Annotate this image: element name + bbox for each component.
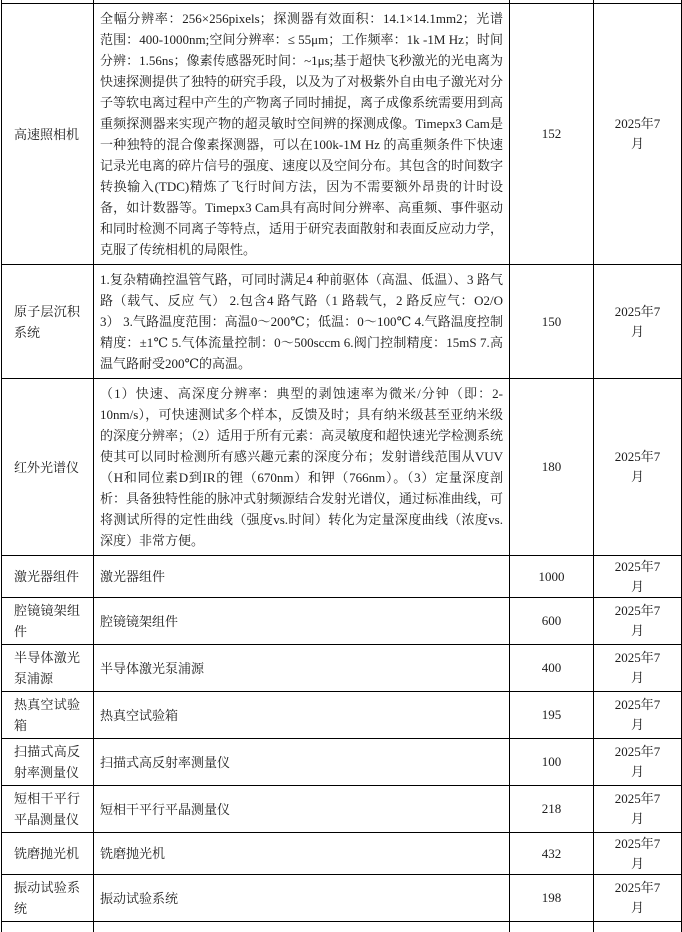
quantity-cell: 218	[510, 786, 594, 833]
equipment-description-cell: 腔镜镜架组件	[94, 598, 510, 645]
quantity-cell: 100	[510, 739, 594, 786]
equipment-description-cell: 热真空试验箱	[94, 692, 510, 739]
date-cell: 2025年7月	[594, 379, 682, 556]
equipment-description-cell: 扫描式高反射率测量仪	[94, 739, 510, 786]
date-cell: 2025年7月	[594, 739, 682, 786]
equipment-name-cell: 激光器组件	[2, 556, 94, 598]
quantity-cell: 432	[510, 833, 594, 875]
table-row	[2, 739, 682, 786]
table-row	[2, 786, 682, 833]
quantity-cell: 1000	[510, 556, 594, 598]
table-row	[2, 265, 682, 379]
equipment-name-cell: 半导体激光泵浦源	[2, 645, 94, 692]
equipment-name-cell: 扫描式高反射率测量仪	[2, 739, 94, 786]
equipment-table-body	[2, 0, 682, 932]
equipment-name-cell: 振动试验系统	[2, 875, 94, 922]
equipment-spec-table	[1, 0, 682, 932]
equipment-name-cell: 铣磨抛光机	[2, 833, 94, 875]
equipment-description-cell: 半导体激光泵浦源	[94, 645, 510, 692]
equipment-name-cell: 原子层沉积系统	[2, 265, 94, 379]
table-row	[2, 379, 682, 556]
equipment-description-cell: 短相干平行平晶测量仪	[94, 786, 510, 833]
table-row	[2, 645, 682, 692]
partial-cell	[2, 922, 94, 932]
partial-cell	[94, 922, 510, 932]
table-row	[2, 875, 682, 922]
date-cell: 2025年7月	[594, 692, 682, 739]
quantity-cell: 400	[510, 645, 594, 692]
quantity-cell: 180	[510, 379, 594, 556]
equipment-description-cell: 激光器组件	[94, 556, 510, 598]
table-row	[2, 692, 682, 739]
quantity-cell: 150	[510, 265, 594, 379]
equipment-description-cell: 全幅分辨率：256×256pixels；探测器有效面积：14.1×14.1mm2；光谱范围：400-1000nm;空间分辨率：≤ 55μm；工作频率：1k -1M Hz；时间分辨：1.56ns；像素传感器死时间：~1μs;基于超快飞秒激光的光电离为快速探测提供了独特的研究手段，以及为了对极紫外自由电子激光对分子等软电离过程中产生的产物离子同时捕捉，离子成像系统需要用到高重频探测器来实现产物的超灵敏时空间辨的探测成像。Timepx3 Cam是一种独特的混合像素探测器，可以在100k-1M Hz 的高重频条件下快速记录光电离的碎片信号的强度、速度以及空间分布。其包含的时间数字转换输入(TDC)精炼了飞行时间方法，因为不需要额外昂贵的计时设备，如计数器等。Timepx3 Cam具有高时间分辨率、高重频、事件驱动和同时检测不同离子等特点，适用于研究表面散射和表面反应动力学，克服了传统相机的局限性。	[94, 4, 510, 265]
quantity-cell: 198	[510, 875, 594, 922]
date-cell: 2025年7月	[594, 645, 682, 692]
equipment-name-cell: 腔镜镜架组件	[2, 598, 94, 645]
quantity-cell: 195	[510, 692, 594, 739]
partial-row-bottom	[2, 922, 682, 932]
table-row	[2, 833, 682, 875]
equipment-description-cell: 铣磨抛光机	[94, 833, 510, 875]
table-row	[2, 556, 682, 598]
date-cell: 2025年7月	[594, 833, 682, 875]
equipment-name-cell: 高速照相机	[2, 4, 94, 265]
equipment-description-cell: （1）快速、高深度分辨率：典型的剥蚀速率为微米/分钟（即：2-10nm/s），可快速测试多个样本，反馈及时；具有纳米级甚至亚纳米级的深度分辨率；（2）适用于所有元素：高灵敏度和超快速光学检测系统使其可以同时检测所有感兴趣元素的深度分布；发射谱线范围从VUV（H和同位素D到IR的锂（670nm）和钾（766nm）。（3）定量深度剖析：具备独特性能的脉冲式射频源结合发射光谱仪，通过标准曲线，可将测试所得的定性曲线（强度vs.时间）转化为定量深度曲线（浓度vs.深度）非常方便。	[94, 379, 510, 556]
table-row	[2, 598, 682, 645]
date-cell: 2025年7月	[594, 556, 682, 598]
equipment-name-cell: 热真空试验箱	[2, 692, 94, 739]
date-cell: 2025年7月	[594, 875, 682, 922]
date-cell: 2025年7月	[594, 4, 682, 265]
partial-cell	[510, 922, 594, 932]
date-cell: 2025年7月	[594, 598, 682, 645]
partial-cell	[594, 922, 682, 932]
quantity-cell: 600	[510, 598, 594, 645]
equipment-description-cell: 振动试验系统	[94, 875, 510, 922]
equipment-description-cell: 1.复杂精确控温管气路，可同时满足4 种前驱体（高温、低温）、3 路气路（载气、反应 气） 2.包含4 路气路（1 路载气，2 路反应气：O2/O 3） 3.气路温度范围：高温0～200℃；低温：0～100℃ 4.气路温度控制精度：±1℃ 5.气体流量控制：0～500sccm 6.阀门控制精度：15mS 7.高温气路耐受200℃的高温。	[94, 265, 510, 379]
table-row	[2, 4, 682, 265]
equipment-name-cell: 红外光谱仪	[2, 379, 94, 556]
equipment-name-cell: 短相干平行平晶测量仪	[2, 786, 94, 833]
quantity-cell: 152	[510, 4, 594, 265]
date-cell: 2025年7月	[594, 265, 682, 379]
date-cell: 2025年7月	[594, 786, 682, 833]
